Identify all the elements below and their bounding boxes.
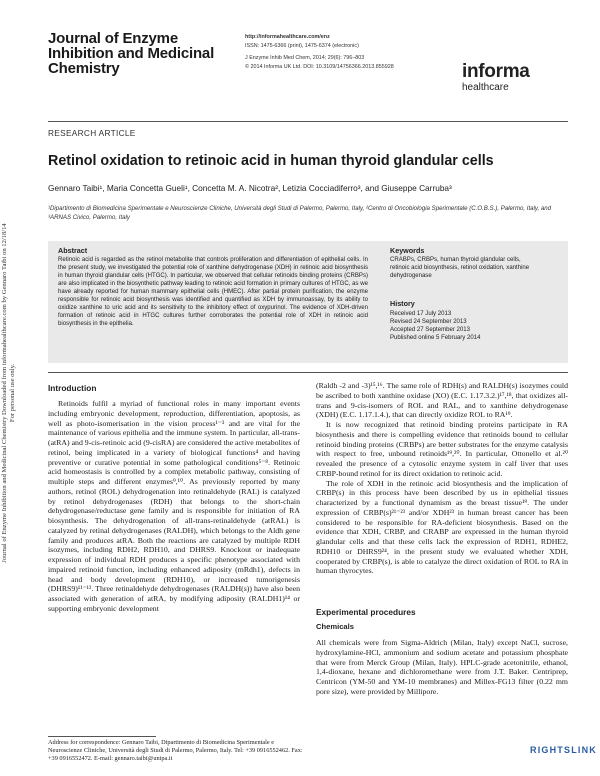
introduction-text bbox=[48, 399, 300, 614]
methods-heading: Experimental procedures bbox=[316, 607, 416, 617]
keywords-text: CRABPs, CRBPs, human thyroid glandular cells, retinoic acid biosynthesis, retinol oxidation, xanthine dehydrogenase bbox=[390, 257, 530, 280]
article-authors: Gennaro Taibi¹, Maria Concetta Gueli¹, Concetta M. A. Nicotra², Letizia Cocciadiferro³, and Giuseppe Carruba³ bbox=[48, 183, 452, 193]
history-heading: History bbox=[390, 299, 415, 308]
chemicals-text: All chemicals were from Sigma-Aldrich (Milan, Italy) except NaCl, sucrose, hydroxylamine-HCl, ammonium and sodium acetate and potassium phosphate that were from Merck Group (Milan, Italy). HPLC-grade acetonitrile, ethanol, 1,4-dioxane, hexane and dichloromethane were from J.T. Baker. Centriprep, Centricon (YM-50 and YM-10 membranes) and Millex-FG13 filter (0.22 mm pore size), were provided by Millipore. bbox=[316, 638, 568, 696]
introduction-heading: Introduction bbox=[48, 383, 97, 393]
chemicals-heading: Chemicals bbox=[316, 622, 354, 631]
download-note-line2: For personal use only. bbox=[9, 363, 16, 423]
article-affiliations: ¹Dipartimento di Biomedicina Sperimentale e Neuroscienze Cliniche, Università degli Studi di Palermo, Palermo, Italy, ²Centro di Oncobiologia Sperimentale (C.O.B.S.), Palermo, Italy, and ³ARNAS Civico, Palermo, Italy bbox=[48, 205, 552, 221]
article-type: RESEARCH ARTICLE bbox=[48, 128, 136, 138]
keywords-heading: Keywords bbox=[390, 246, 425, 255]
history-received: Received 17 July 2013 bbox=[390, 311, 452, 317]
journal-title: Journal of Enzyme Inhibition and Medicinal Chemistry bbox=[48, 30, 215, 77]
abstract-heading: Abstract bbox=[58, 246, 88, 255]
publisher-name: informa bbox=[462, 61, 530, 82]
rightslink-badge[interactable] bbox=[524, 744, 597, 758]
introduction-paragraph: Retinoids fulfil a myriad of functional roles in many important events including embryonic development, reproduction, differentiation, apoptosis, as well as photo-isomerisation in the vision process¹⁻³ and are vital for the maintenance of various epithelia and the immune system. In particular, all-trans- (atRA) and 9-cis-retinoic acid (9-cisRA) are considered the active metabolites of retinol, being implicated in a variety of biological functions⁴ and having preventive or curative potential in some pathological conditions⁵⁻⁸. Retinoic acid homeostasis is controlled by a complex metabolic pathway, consisting of multiple steps and different enzymes⁹,¹⁰. As previously reported by many authors, retinol (ROL) dehydrogenation into retinaldehyde (RAL) is catalyzed by retinol dehydrogenases (RDH) that belongs to the short-chain dehydrogenase/reductase gene family and is responsible for initiation of RA biosynthesis. The dehydrogenation of all-trans-retinaldehyde (atRAL) is catalyzed by retinal dehydrogenases (RALDH), which belongs to the Aldh gene family and produces atRA. Both the reactions are catalyzed by multiple RDH isozymes, including RDH2, RDH10, and DHRS9. Knockout or inadequate expression of individual RDH produces a specific phenotype associated with impaired retinoid function, including enhanced adiposity (mRdh1), defects in head and body development (RDH10), or increased tumorigenesis (DHRS9)¹¹⁻¹³. Three retinaldehyde dehydrogenases (RALDH(s)) have also been associated with generation of atRA, by modifying adiposity (RALDH1)¹⁴ or supporting embryonic development bbox=[48, 399, 300, 613]
body-divider bbox=[48, 372, 568, 373]
rightslink-label: RIGHTSLINK bbox=[530, 745, 597, 755]
journal-url[interactable]: http://informahealthcare.com/enz bbox=[245, 34, 330, 40]
article-title: Retinol oxidation to retinoic acid in human thyroid glandular cells bbox=[48, 153, 494, 169]
journal-info bbox=[245, 33, 455, 71]
history-accepted: Accepted 27 September 2013 bbox=[390, 327, 471, 334]
footnote-divider bbox=[48, 736, 156, 737]
publisher-logo bbox=[462, 62, 572, 93]
download-note-line1: Journal of Enzyme Inhibition and Medicinal Chemistry Downloaded from informahealthcare.com by Gennaro Taibi on 12/18/14 bbox=[1, 223, 8, 563]
header-divider bbox=[48, 121, 568, 122]
abstract-text: Retinoic acid is regarded as the retinol metabolite that controls proliferation and differentiation of epithelial cells. In the present study, we investigated the potential role of xanthine dehydrogenase (XDH) in retinoic acid biosynthesis in human thyroid glandular cells (HTGC). In particular, we observed that cellular retinoids binding proteins (CRBPs) are also implicated in the biosynthetic pathway leading to retinoic acid formation in primary cultures of HTGC, as we have already reported for human mammary epithelial cells (HMEC). After partial protein purification, the enzyme responsible for retinoic acid biosynthesis was identified and quantified as XDH by immunoassay, by its ability to oxidize xanthine to uric acid and its sensitivity to the inhibitory effect of oxypurinol. The evidence of XDH-driven formation of retinoic acid in HTGC cultures further corroborates the potential role of XDH in retinoic acid biosynthesis in the epithelia. bbox=[58, 257, 368, 328]
col2-paragraph-2: It is now recognized that retinoid binding proteins participate in RA biosynthesis and there is compelling evidence that retinoids bound to cellular retinoid binding proteins (CRBPs) are better substrates for the enzyme catalysis with respect to free, unbound retinoids¹⁹,²⁰. In particular, Ottonello et al.²⁰ revealed the presence of a cytosolic enzyme system in calf liver that uses CRBP-bound retinol for its direct oxidation to retinoic acid. bbox=[316, 420, 568, 478]
col2-paragraph-1: (Raldh -2 and -3)¹⁵,¹⁶. The same role of RDH(s) and RALDH(s) isozymes could be ascribed to both xanthine oxidase (XO) (E.C. 1.17.3.2.)¹⁷,¹⁸, that oxidizes all-trans and 9-cis-isomers of ROL and RAL, and to xanthine dehydrogenase (XDH) (E.C. 1.17.1.4.), that can directly oxidize ROL to RA¹⁹. bbox=[316, 381, 568, 420]
column-two-text bbox=[316, 381, 568, 576]
history-published: Published online 5 February 2014 bbox=[390, 335, 481, 342]
history-revised: Revised 24 September 2013 bbox=[390, 319, 467, 326]
journal-issn: ISSN: 1475-6366 (print), 1475-6374 (electronic) bbox=[245, 42, 359, 49]
publisher-sub: healthcare bbox=[462, 82, 509, 93]
correspondence-footnote: Address for correspondence: Gennaro Taibi, Dipartimento di Biomedicina Sperimentale e Neuroscienze Cliniche, Università degli Studi di Palermo, Palermo, Italy. Tel: +39 0916552462. Fax: +39 0916552472. E-mail: gennaro.taibi@unipa.it bbox=[48, 739, 303, 762]
download-note bbox=[0, 175, 18, 605]
history-dates bbox=[390, 310, 540, 342]
journal-citation: J Enzyme Inhib Med Chem, 2014; 29(6): 796–803 bbox=[245, 55, 365, 62]
col2-paragraph-3: The role of XDH in the retinoic acid biosynthesis and the implication of CRBP(s) in this process have been described by us in epithelial tissues characterized by a functional dynamism as the breast tissue¹⁹. The under expression of CRBP(s)²¹⁻²³ and/or XDH²³ in human breast cancer has been considered to be responsible for RA-deficient biosynthesis. Based on the evidence that XDH, CRBP, and CRABP are expressed in the human thyroid glandular cells and that these cells lack the expression of RDH1, RDHE2, RDH10 or DHRS9²⁴, in the present study we evaluated whether XDH, cooperated by CRBP(s), is able to catalyze the direct oxidation of ROL to RA in human thyrocytes. bbox=[316, 478, 568, 576]
journal-copyright: © 2014 Informa UK Ltd. DOI: 10.3109/14756366.2013.855928 bbox=[245, 63, 394, 70]
